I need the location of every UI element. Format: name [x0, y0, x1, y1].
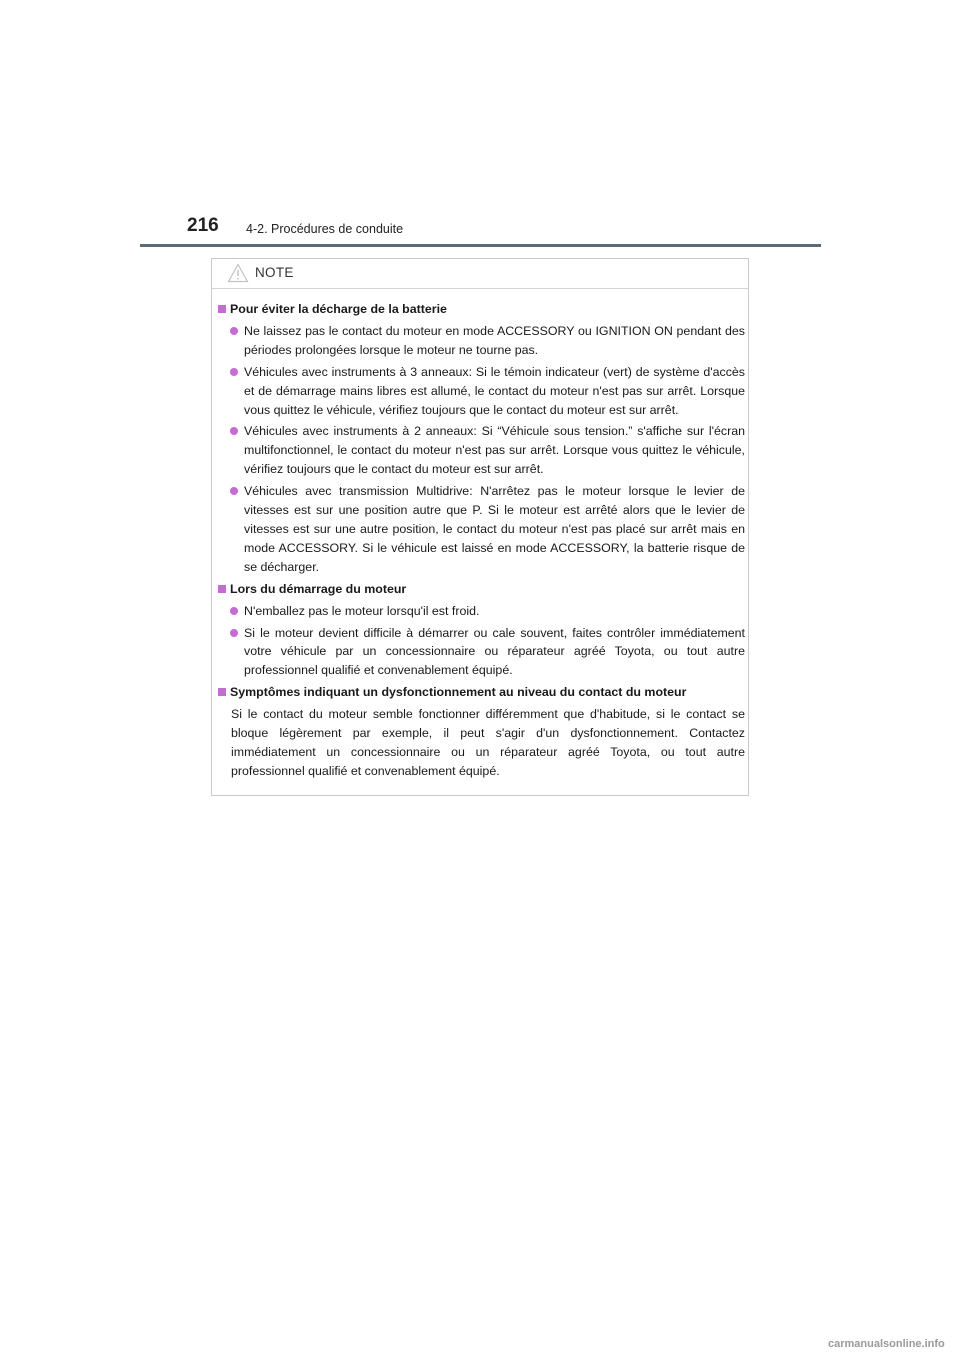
- circle-bullet-icon: [230, 427, 238, 435]
- list-item: [218, 422, 745, 479]
- list-item: [218, 624, 745, 681]
- page-number: 216: [187, 215, 219, 236]
- warning-triangle-icon: [227, 263, 249, 283]
- section-heading: [218, 300, 745, 319]
- circle-bullet-icon: [230, 629, 238, 637]
- circle-bullet-icon: [230, 487, 238, 495]
- list-item-text: N'emballez pas le moteur lorsqu'il est froid.: [244, 603, 480, 618]
- note-label: NOTE: [255, 265, 294, 280]
- section-heading-text: Symptômes indiquant un dysfonctionnement au niveau du contact du moteur: [230, 685, 687, 700]
- circle-bullet-icon: [230, 607, 238, 615]
- list-item-text: Ne laissez pas le contact du moteur en mode ACCESSORY ou IGNITION ON pendant des périodes prolongées lorsque le moteur ne tourne pas.: [244, 323, 745, 357]
- page-header: [187, 215, 827, 243]
- list-item: [218, 363, 745, 420]
- header-rule: [140, 244, 821, 247]
- section-heading: [218, 580, 745, 599]
- list-item-text: Véhicules avec transmission Multidrive: N'arrêtez pas le moteur lorsque le levier de vitesses est sur une position autre que P. Si le moteur est arrêté alors que le levier de vitesses est sur une autre position, le contact du moteur n'est pas placé sur arrêt mais en mode ACCESSORY. Si le véhicule est laissé en mode ACCESSORY, la batterie risque de se décharger.: [244, 484, 745, 574]
- list-item: [218, 602, 745, 621]
- list-item: [218, 322, 745, 360]
- section-heading-text: Pour éviter la décharge de la batterie: [230, 302, 447, 316]
- note-header: [212, 259, 748, 289]
- watermark: carmanualsonline.info: [828, 1338, 945, 1350]
- square-bullet-icon: [218, 305, 226, 313]
- circle-bullet-icon: [230, 327, 238, 335]
- circle-bullet-icon: [230, 368, 238, 376]
- note-body: [218, 300, 745, 784]
- list-item: [218, 482, 745, 577]
- square-bullet-icon: [218, 585, 226, 593]
- section-title: 4-2. Procédures de conduite: [246, 222, 404, 236]
- section-paragraph: Si le contact du moteur semble fonctionner différemment que d'habitude, si le contact se bloque légèrement par exemple, il peut s'agir d'un dysfonctionnement. Contactez immédiatement un concessionnaire ou un réparateur agréé Toyota, ou tout autre professionnel qualifié et convenablement équipé.: [231, 707, 745, 778]
- section-heading-text: Lors du démarrage du moteur: [230, 581, 407, 596]
- square-bullet-icon: [218, 688, 226, 696]
- list-item-text: Véhicules avec instruments à 3 anneaux: Si le témoin indicateur (vert) de système d'accès et de démarrage mains libres est allumé, le contact du moteur n'est pas sur arrêt. Lorsque vous quittez le véhicule, vérifiez toujours que le contact du moteur est sur arrêt.: [244, 364, 745, 417]
- list-item-text: Si le moteur devient difficile à démarrer ou cale souvent, faites contrôler immédiatement votre véhicule par un concessionnaire ou réparateur agréé Toyota, ou tout autre professionnel qualifié et convenablement équipé.: [244, 625, 745, 678]
- list-item-text: Véhicules avec instruments à 2 anneaux: Si “Véhicule sous tension.” s'affiche sur l'écran multifonctionnel, le contact du moteur n'est pas sur arrêt. Lorsque vous quittez le véhicule, vérifiez toujours que le contact du moteur est sur arrêt.: [244, 424, 745, 477]
- section-heading: [218, 683, 745, 702]
- note-box: [211, 258, 749, 796]
